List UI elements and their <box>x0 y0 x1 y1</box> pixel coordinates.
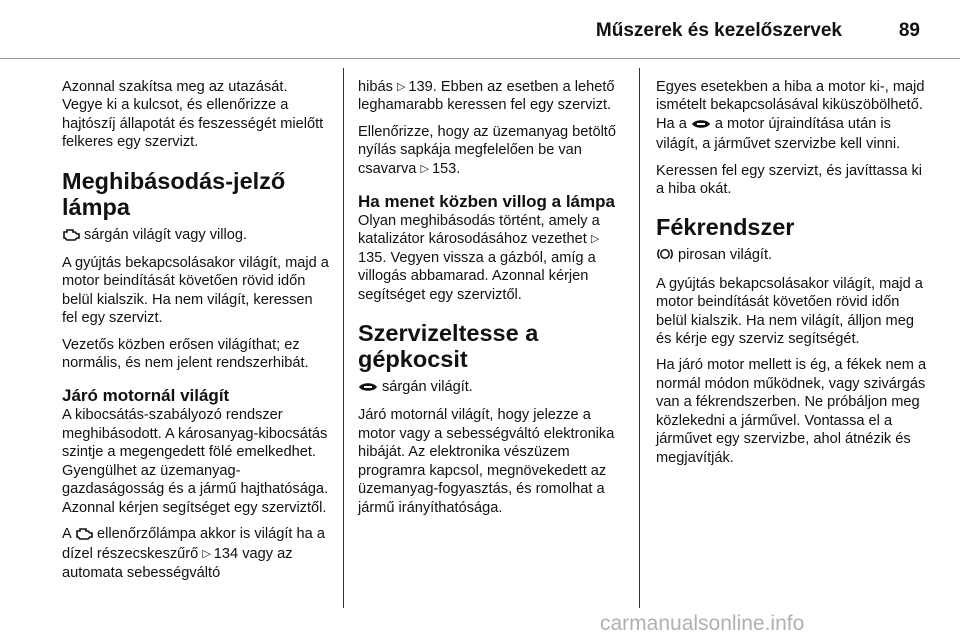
paragraph: sárgán világít vagy villog. <box>62 226 330 246</box>
service-wrench-icon <box>358 380 378 398</box>
subheading: Járó motornál világít <box>62 386 230 406</box>
paragraph: Ellenőrizze, hogy az üzemanyag betöltő nyílás sapkája megfelelően be van csavarva ▷ 153. <box>358 123 616 177</box>
column-divider <box>639 68 640 608</box>
watermark: carmanualsonline.info <box>600 612 805 635</box>
service-wrench-icon <box>691 117 711 135</box>
section-heading: Szervizeltesse a gépkocsit <box>358 320 539 373</box>
engine-check-icon <box>62 228 80 246</box>
paragraph: Járó motornál világít, hogy jelezze a motor vagy a sebességváltó elektronika hibáját. Az elektronika vészüzem programra kapcsol, megnövekedett az üzemanyag-fogyasztás, és romolhat a jármű irányíthatósága. <box>358 407 615 516</box>
page-reference[interactable]: 139 <box>408 79 433 95</box>
engine-check-icon <box>75 527 93 545</box>
paragraph: A kibocsátás-szabályozó rendszer meghibásodott. A károsanyag-kibocsátás szintje a megengedett fölé emelkedhet. Gyengülhet az üzemanyag-gazdaságosság és a jármű hajthatósága. Azonnal kérjen segítséget egy szerviztől. <box>62 407 329 516</box>
column-divider <box>343 68 344 608</box>
paragraph: hibás ▷ 139. Ebben az esetben a lehető leghamarabb keressen fel egy szervizt. <box>358 79 615 114</box>
header-title: Műszerek és kezelőszervek <box>595 20 842 41</box>
paragraph: Azonnal szakítsa meg az utazását. Vegye ki a kulcsot, és ellenőrizze a hajtószíj állapotát és feszességét mielőtt felkeres egy szervizt. <box>62 79 324 151</box>
paragraph: Ha járó motor mellett is ég, a fékek nem a normál módon működnek, vagy szivárgás van a fékrendszerben. Ne próbáljon meg közlekedni a járművel. Vontassa el a járművet egy szervizbe, ahol átnézik és megjavítják. <box>656 357 927 466</box>
page-ref-arrow-icon: ▷ <box>396 81 406 93</box>
column-1 <box>62 78 330 590</box>
page-reference[interactable]: 134 <box>213 546 239 563</box>
section-heading: Fékrendszer <box>656 214 795 241</box>
paragraph: Vezetős közben erősen világíthat; ez normális, és nem jelent rendszerhibát. <box>62 336 309 372</box>
page-ref-arrow-icon: ▷ <box>420 162 429 175</box>
paragraph: sárgán világít. <box>358 378 626 398</box>
brake-warning-icon <box>656 247 674 266</box>
page-reference[interactable]: 153 <box>431 160 457 177</box>
column-3 <box>656 78 928 475</box>
page-header <box>0 0 960 59</box>
paragraph: Olyan meghibásodás történt, amely a katalizátor károsodásához vezethet ▷135. Vegyen vissza a gázból, amíg a villogás abbamarad. Azonnal kérjen segítséget egy szerviztől. <box>358 213 600 303</box>
page-reference[interactable]: 135 <box>358 249 383 266</box>
page-ref-arrow-icon: ▷ <box>202 548 211 561</box>
paragraph: A gyújtás bekapcsolásakor világít, majd a motor beindítását követően rövid időn belül kialszik. Ha nem világít, álljon meg és kérje egy szerviz segítségét. <box>656 275 923 348</box>
paragraph: Egyes esetekben a hiba a motor ki-, majd ismételt bekapcsolásával kiküszöbölhető. Ha a a motor újraindítása után is világít, a járművet szervizbe kell vinni. <box>656 79 925 153</box>
column-2 <box>358 78 626 525</box>
section-heading: Meghibásodás-jelző lámpa <box>62 167 286 220</box>
page-number: 89 <box>898 20 920 41</box>
page-ref-arrow-icon: ▷ <box>590 233 600 246</box>
paragraph: pirosan világít. <box>656 246 928 266</box>
paragraph: A ellenőrzőlámpa akkor is világít ha a dízel részecskeszűrő ▷ 134 vagy az automata sebességváltó <box>62 525 325 581</box>
paragraph: Keressen fel egy szervizt, és javíttassa ki a hiba okát. <box>656 162 923 198</box>
paragraph: A gyújtás bekapcsolásakor világít, majd a motor beindítását követően rövid időn belül kialszik. Ha nem világít, keressen fel egy szervizt. <box>62 255 329 327</box>
subheading: Ha menet közben villog a lámpa <box>358 192 615 212</box>
